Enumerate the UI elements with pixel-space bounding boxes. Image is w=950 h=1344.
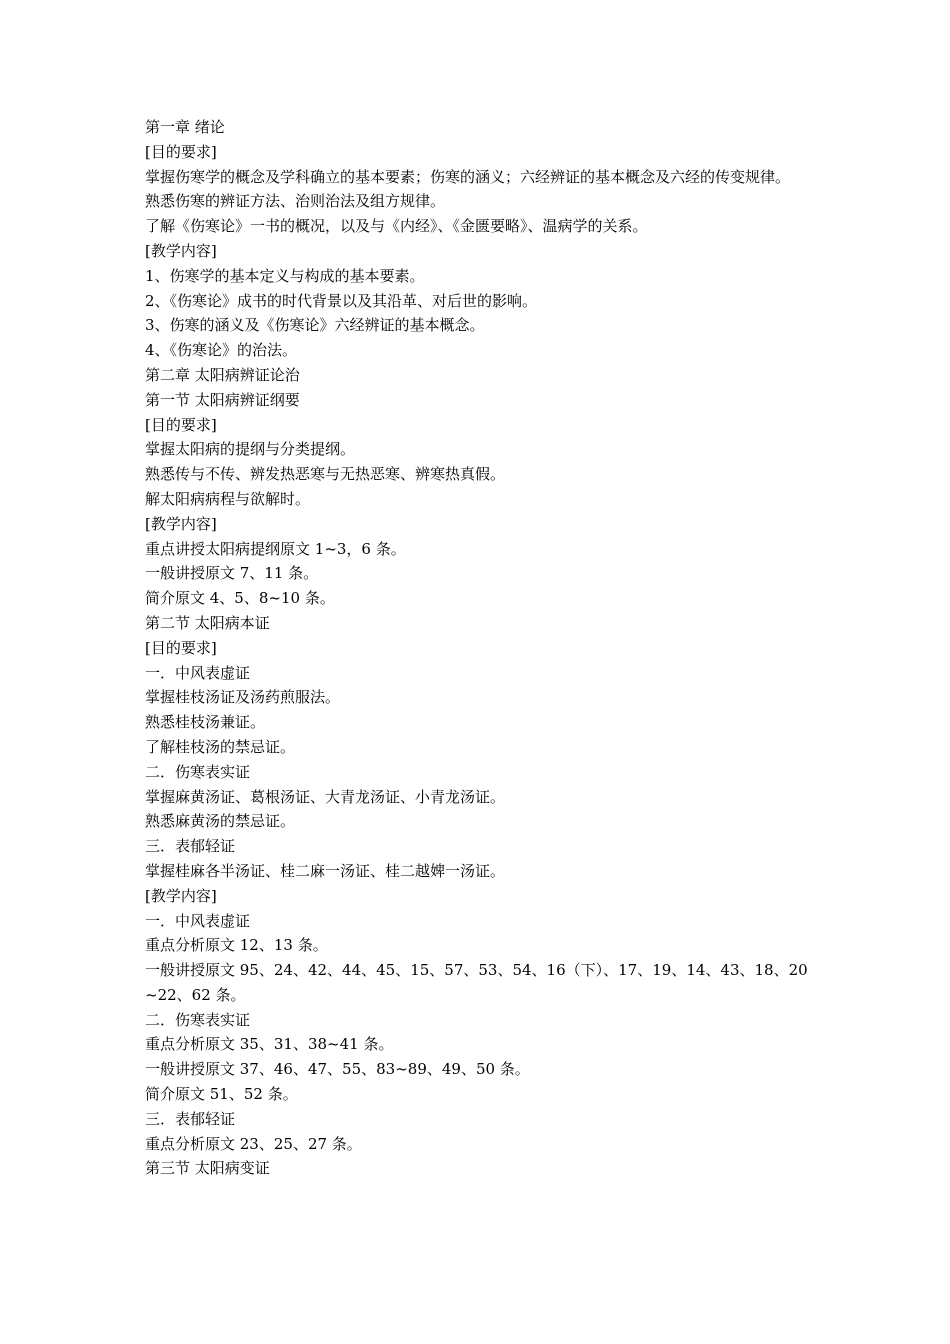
- paragraph: 了解桂枝汤的禁忌证。: [145, 737, 296, 756]
- paragraph: 简介原文 4、5、8~10 条。: [145, 589, 335, 608]
- paragraph: 一般讲授原文 7、11 条。: [145, 564, 319, 583]
- chapter-1-title: 第一章 绪论: [145, 118, 225, 136]
- list-item: 2、《伤寒论》成书的时代背景以及其沿革、对后世的影响。: [145, 291, 538, 310]
- list-item: 4、《伤寒论》的治法。: [145, 341, 298, 360]
- paragraph: 重点讲授太阳病提纲原文 1~3，6 条。: [145, 539, 406, 558]
- subheading: 三．表郁轻证: [145, 1109, 236, 1128]
- section-label-content: [教学内容]: [145, 886, 217, 905]
- section-label-objectives: [目的要求]: [145, 638, 217, 657]
- section-3-title: 第三节 太阳病变证: [145, 1159, 270, 1178]
- paragraph: 熟悉传与不传、辨发热恶寒与无热恶寒、辨寒热真假。: [145, 465, 506, 484]
- section-label-objectives: [目的要求]: [145, 142, 217, 161]
- subheading: 二．伤寒表实证: [145, 1010, 251, 1029]
- paragraph: 熟悉麻黄汤的禁忌证。: [145, 812, 296, 831]
- paragraph: 重点分析原文 35、31、38~41 条。: [145, 1035, 394, 1054]
- section-label-content: [教学内容]: [145, 514, 217, 533]
- paragraph: 熟悉伤寒的辨证方法、治则治法及组方规律。: [145, 192, 446, 211]
- section-label-objectives: [目的要求]: [145, 415, 217, 434]
- subheading: 一．中风表虚证: [145, 663, 251, 682]
- list-item: 1、伤寒学的基本定义与构成的基本要素。: [145, 266, 425, 285]
- paragraph: 掌握伤寒学的概念及学科确立的基本要素；伤寒的涵义；六经辨证的基本概念及六经的传变规律。: [145, 167, 791, 186]
- subheading: 三．表郁轻证: [145, 837, 236, 856]
- document-page: [145, 115, 815, 1181]
- paragraph: 解太阳病病程与欲解时。: [145, 489, 311, 508]
- paragraph: 了解《伤寒论》一书的概况，以及与《内经》、《金匮要略》、温病学的关系。: [145, 217, 648, 236]
- section-2-title: 第二节 太阳病本证: [145, 613, 270, 632]
- paragraph: 一般讲授原文 37、46、47、55、83~89、49、50 条。: [145, 1060, 530, 1079]
- section-1-title: 第一节 太阳病辨证纲要: [145, 390, 300, 409]
- paragraph: 熟悉桂枝汤兼证。: [145, 713, 266, 732]
- paragraph: 一般讲授原文 95、24、42、44、45、15、57、53、54、16（下）、17、19、14、43、18、20~22、62 条。: [145, 961, 808, 1004]
- paragraph: 掌握桂麻各半汤证、桂二麻一汤证、桂二越婢一汤证。: [145, 861, 506, 880]
- paragraph: 掌握麻黄汤证、葛根汤证、大青龙汤证、小青龙汤证。: [145, 787, 506, 806]
- paragraph: 掌握太阳病的提纲与分类提纲。: [145, 440, 356, 459]
- paragraph: 重点分析原文 23、25、27 条。: [145, 1134, 362, 1153]
- section-label-content: [教学内容]: [145, 241, 217, 260]
- paragraph: 重点分析原文 12、13 条。: [145, 936, 328, 955]
- paragraph: 掌握桂枝汤证及汤药煎服法。: [145, 688, 341, 707]
- subheading: 一．中风表虚证: [145, 911, 251, 930]
- list-item: 3、伤寒的涵义及《伤寒论》六经辨证的基本概念。: [145, 316, 485, 335]
- paragraph: 简介原文 51、52 条。: [145, 1085, 298, 1104]
- subheading: 二．伤寒表实证: [145, 762, 251, 781]
- chapter-2-title: 第二章 太阳病辨证论治: [145, 365, 300, 384]
